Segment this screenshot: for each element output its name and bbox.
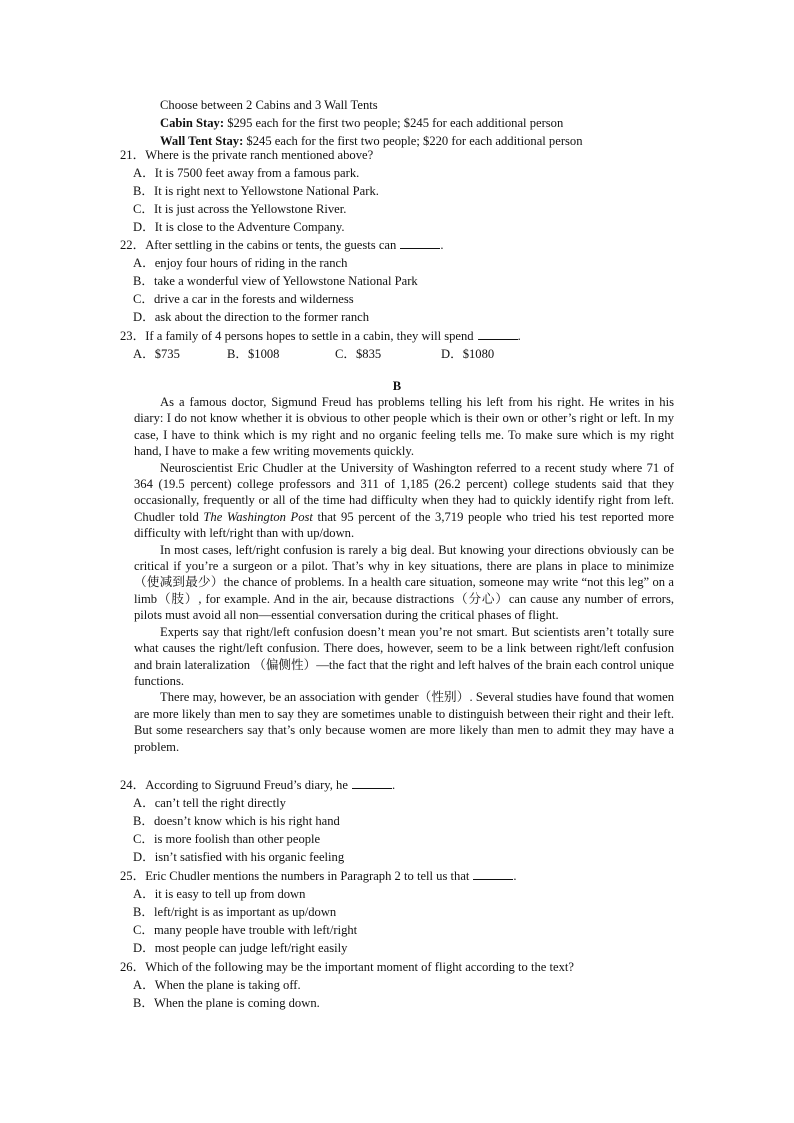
question-stem: 22．After settling in the cabins or tents, the guests can . [120, 238, 444, 252]
paragraph-2 [134, 460, 674, 542]
question-stem-text: 25．Eric Chudler mentions the numbers in Paragraph 2 to tell us that [120, 869, 470, 883]
option-a: A．It is 7500 feet away from a famous park. [133, 166, 360, 180]
question-stem: 24．According to Sigruund Freud’s diary, he . [120, 778, 396, 792]
paragraph-5: There may, however, be an association with gender（性别）. Several studies have found that women are more likely than men to say they are sometimes unable to distinguish between their right and their left. But some researchers say that’s only because women are more likely than men to admit they may have a problem. [134, 690, 674, 754]
question-stem: 23．If a family of 4 persons hopes to settle in a cabin, they will spend . [120, 329, 521, 343]
wall-tent-price: $245 each for the first two people; $220 for each additional person [243, 134, 583, 148]
intro-line: Choose between 2 Cabins and 3 Wall Tents [160, 98, 378, 112]
option-b: B．When the plane is coming down. [133, 996, 320, 1010]
question-stem-text: 22．After settling in the cabins or tents, the guests can [120, 238, 397, 252]
cabin-stay-price: $295 each for the first two people; $245 for each additional person [224, 116, 564, 130]
option-b: B．$1008 [227, 347, 280, 361]
question-stem: 26．Which of the following may be the important moment of flight according to the text? [120, 960, 574, 974]
question-stem: 25．Eric Chudler mentions the numbers in Paragraph 2 to tell us that . [120, 869, 517, 883]
question-25 [120, 867, 680, 957]
option-b: B．doesn’t know which is his right hand [133, 814, 340, 828]
answer-blank [400, 236, 440, 249]
paragraph-2-text: Neuroscientist Eric Chudler at the University of Washington referred to a recent study where 71 of 364 (19.5 percent) college professors and 311 of 1,185 (26.2 percent) college students said that they occasionally, frequently or all of the time had difficulty when they had to quickly identify right from left. Chudler told [134, 460, 674, 524]
paragraph-1: As a famous doctor, Sigmund Freud has problems telling his left from his right. He writes in his diary: I do not know whether it is obvious to other people which is their own or other’s right or left. In my case, I have to think which is my right and no organic feeling tells me. To make sure which is my right hand, I have to make a few writing movements quickly. [134, 395, 674, 459]
option-a: A．When the plane is taking off. [133, 978, 301, 992]
question-24 [120, 776, 680, 866]
answer-blank [478, 327, 518, 340]
answer-blank [352, 776, 392, 789]
cabin-stay-label: Cabin Stay: [160, 116, 225, 130]
option-a: A．enjoy four hours of riding in the ranch [133, 256, 348, 270]
section-title: B [392, 379, 402, 393]
paragraph-3: In most cases, left/right confusion is rarely a big deal. But knowing your directions obviously can be critical if you’re a surgeon or a pilot. That’s why in key situations, there are plans in place to minimize（使减到最少）the chance of problems. In a health care situation, someone may write “not this leg” on a limb（肢）, for example. And in the air, because distractions（分心）can cause any number of errors, pilots must avoid all non—essential conversation during the critical phases of flight. [134, 542, 674, 623]
question-stem-text: 23．If a family of 4 persons hopes to settle in a cabin, they will spend [120, 329, 474, 343]
question-23 [120, 327, 680, 363]
question-26 [120, 958, 680, 1012]
question-22 [120, 236, 680, 326]
option-c: C．It is just across the Yellowstone River. [133, 202, 347, 216]
option-d: D．$1080 [441, 347, 495, 361]
option-a: A．$735 [133, 347, 180, 361]
option-d: D．most people can judge left/right easily [133, 941, 348, 955]
option-b: B．left/right is as important as up/down [133, 905, 337, 919]
question-stem-text: 24．According to Sigruund Freud’s diary, he [120, 778, 348, 792]
option-a: A．it is easy to tell up from down [133, 887, 306, 901]
question-21 [120, 146, 680, 236]
option-c: C．is more foolish than other people [133, 832, 321, 846]
accommodation-info [160, 96, 680, 150]
option-a: A．can’t tell the right directly [133, 796, 286, 810]
option-d: D．isn’t satisfied with his organic feeling [133, 850, 345, 864]
option-c: C．many people have trouble with left/right [133, 923, 358, 937]
option-d: D．ask about the direction to the former ranch [133, 310, 370, 324]
option-b: B．It is right next to Yellowstone National Park. [133, 184, 379, 198]
reading-passage [134, 394, 674, 755]
question-stem: 21．Where is the private ranch mentioned above? [120, 148, 374, 162]
options-row [120, 345, 680, 363]
answer-blank [473, 867, 513, 880]
paragraph-2-text-end: that 95 percent of the 3,719 people who tried his test reported more difficulty with left/right than with up/down. [134, 509, 675, 541]
newspaper-title: The Washington Post [203, 509, 313, 524]
option-c: C．$835 [335, 347, 382, 361]
cabin-stay-line [160, 114, 680, 132]
option-c: C．drive a car in the forests and wilderness [133, 292, 354, 306]
wall-tent-label: Wall Tent Stay: [160, 134, 244, 148]
paragraph-4: Experts say that right/left confusion doesn’t mean you’re not smart. But scientists aren’t totally sure what causes the right/left confusion. There does, however, seem to be a link between right/left confusion and brain lateralization （偏侧性）—the fact that the right and left halves of the brain each control unique functions. [134, 624, 674, 688]
option-d: D．It is close to the Adventure Company. [133, 220, 345, 234]
option-b: B．take a wonderful view of Yellowstone National Park [133, 274, 418, 288]
